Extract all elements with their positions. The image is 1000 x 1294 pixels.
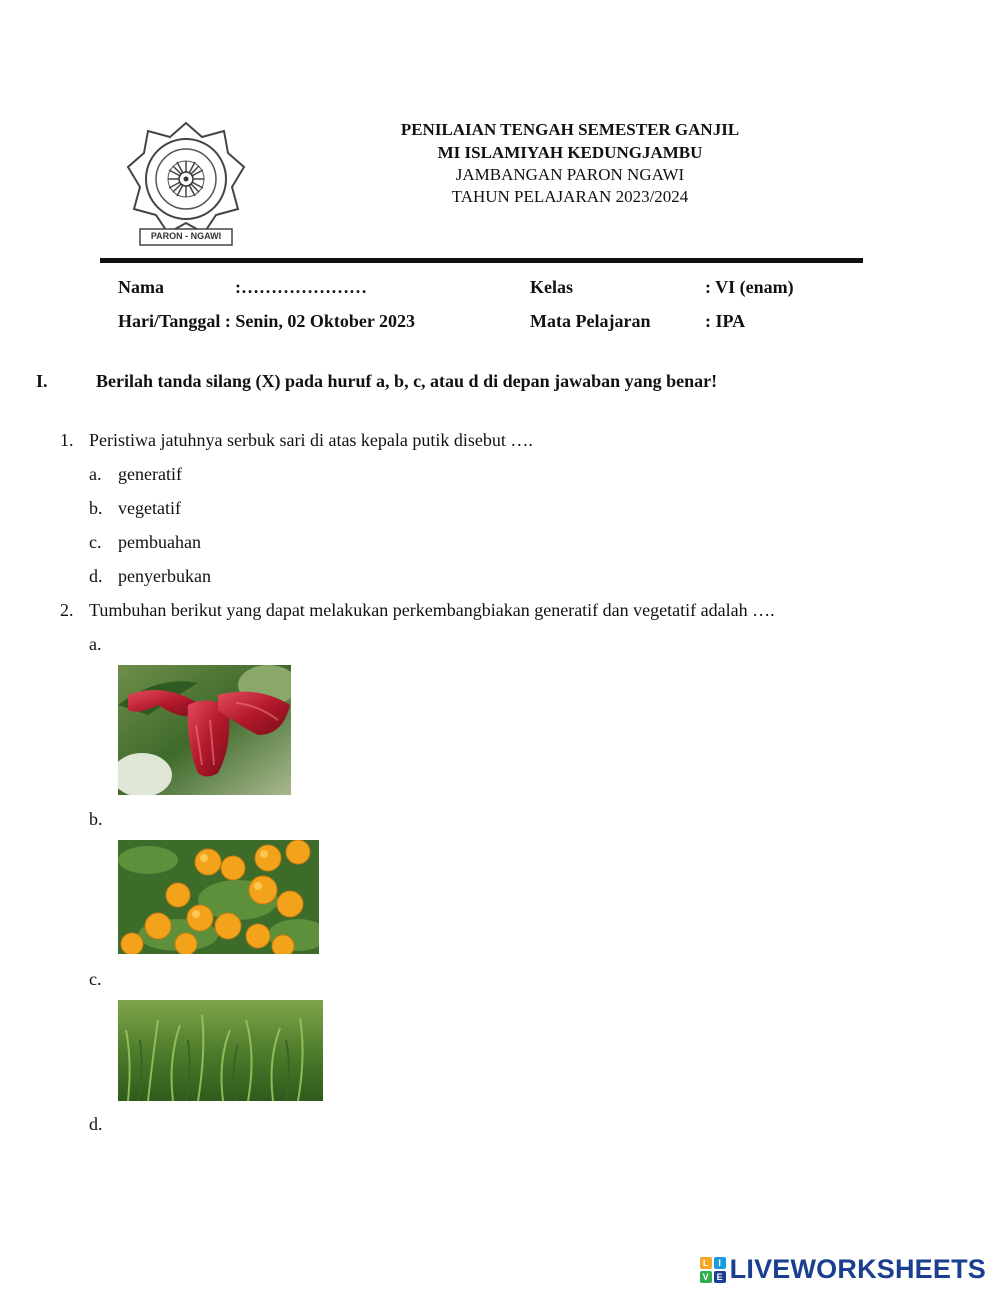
q1-option-d-text: penyerbukan xyxy=(118,566,211,586)
name-label: Nama xyxy=(118,277,164,297)
liveworksheets-brand xyxy=(700,1254,986,1285)
brand-letter-e: E xyxy=(714,1271,726,1283)
school-logo xyxy=(124,117,248,249)
orange-tree-photo xyxy=(118,840,319,954)
subject-value: : IPA xyxy=(705,311,746,331)
section-number: I. xyxy=(36,371,48,391)
header-title-line4: TAHUN PELAJARAN 2023/2024 xyxy=(451,187,689,206)
brand-letter-l: L xyxy=(700,1257,712,1269)
logo-banner-text: PARON - NGAWI xyxy=(150,231,222,241)
school-emblem-icon xyxy=(124,117,248,249)
header-title-line2: MI ISLAMIYAH KEDUNGJAMBU xyxy=(437,143,703,162)
rose-apple-photo xyxy=(118,665,291,795)
q1-option-c-text: pembuahan xyxy=(118,532,201,552)
header-title-line3: JAMBANGAN PARON NGAWI xyxy=(455,165,685,184)
question-1-number: 1. xyxy=(60,430,74,450)
brand-letter-v: V xyxy=(700,1271,712,1283)
q1-option-d-letter[interactable]: d. xyxy=(89,566,103,586)
q1-option-b-letter[interactable]: b. xyxy=(89,498,103,518)
q2-option-b-letter[interactable]: b. xyxy=(89,809,103,829)
brand-letter-i: I xyxy=(714,1257,726,1269)
section-instruction: Berilah tanda silang (X) pada huruf a, b, c, atau d di depan jawaban yang benar! xyxy=(96,371,718,391)
question-2-number: 2. xyxy=(60,600,74,620)
brand-logo-icon xyxy=(700,1257,726,1283)
date-label: Hari/Tanggal : Senin, 02 Oktober 2023 xyxy=(118,311,416,331)
grass-photo xyxy=(118,1000,323,1101)
question-2-text: Tumbuhan berikut yang dapat melakukan perkembangbiakan generatif dan vegetatif adalah …. xyxy=(89,600,775,620)
q2-option-d-letter[interactable]: d. xyxy=(89,1114,103,1134)
q2-option-c-letter[interactable]: c. xyxy=(89,969,102,989)
header-title-line1: PENILAIAN TENGAH SEMESTER GANJIL xyxy=(400,120,740,139)
question-1-text: Peristiwa jatuhnya serbuk sari di atas kepala putik disebut …. xyxy=(89,430,533,450)
q1-option-a-letter[interactable]: a. xyxy=(89,464,102,484)
q1-option-c-letter[interactable]: c. xyxy=(89,532,102,552)
q1-option-a-text: generatif xyxy=(118,464,182,484)
brand-text: LIVEWORKSHEETS xyxy=(729,1254,986,1284)
q2-option-a-letter[interactable]: a. xyxy=(89,634,102,654)
name-field[interactable]: :………………… xyxy=(235,277,367,297)
header-divider xyxy=(100,258,863,263)
subject-label: Mata Pelajaran xyxy=(530,311,651,331)
q1-option-b-text: vegetatif xyxy=(118,498,181,518)
class-value: : VI (enam) xyxy=(705,277,794,297)
class-label: Kelas xyxy=(530,277,573,297)
